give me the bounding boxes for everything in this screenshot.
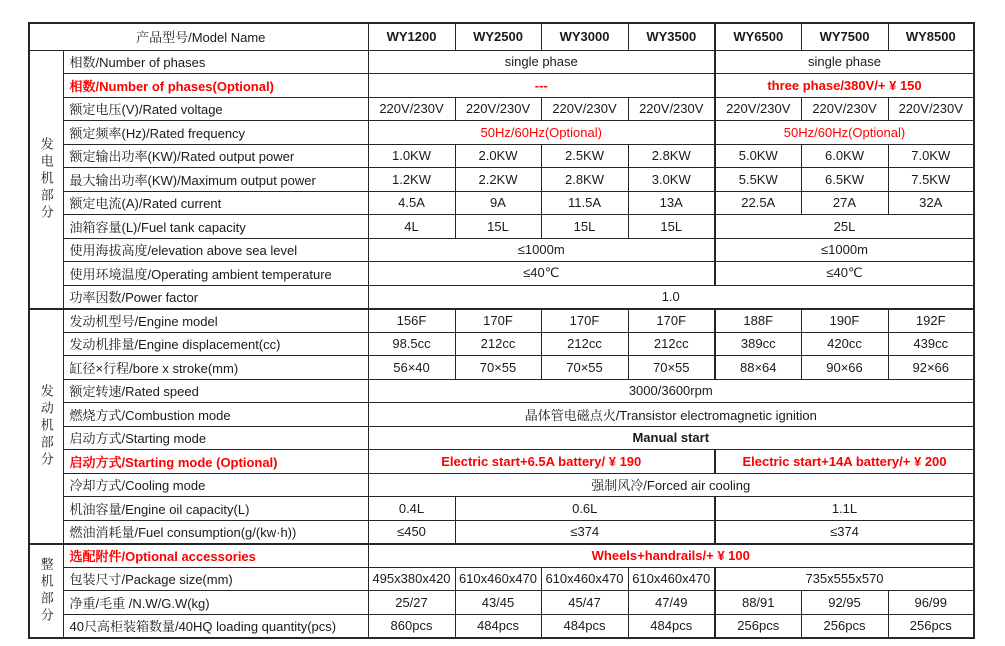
table-row: [29, 520, 974, 544]
row-label: 启动方式/Starting mode: [63, 426, 368, 450]
table-row: [29, 121, 974, 145]
spec-value-cell: 1.0: [368, 285, 974, 309]
spec-value-cell: 0.4L: [368, 497, 455, 521]
table-row: [29, 215, 974, 239]
spec-value-cell: 170F: [455, 309, 541, 333]
spec-value-cell: 4.5A: [368, 191, 455, 215]
spec-value-cell: 220V/230V: [888, 97, 974, 121]
spec-value-cell: 192F: [888, 309, 974, 333]
table-row: [29, 497, 974, 521]
table-row: [29, 191, 974, 215]
spec-value-cell: 188F: [715, 309, 801, 333]
spec-value-cell: ≤40℃: [368, 262, 715, 286]
spec-value-cell: three phase/380V/+ ¥ 150: [715, 74, 974, 98]
spec-sheet: [28, 22, 975, 639]
table-header: [29, 23, 974, 50]
spec-value-cell: 2.8KW: [541, 168, 628, 192]
row-label: 冷却方式/Cooling mode: [63, 473, 368, 497]
spec-value-cell: 2.8KW: [628, 144, 715, 168]
spec-value-cell: 6.5KW: [801, 168, 888, 192]
row-label: 净重/毛重 /N.W/G.W(kg): [63, 591, 368, 615]
header-row: [29, 23, 974, 50]
spec-value-cell: 484pcs: [628, 614, 715, 638]
row-label: 最大输出功率(KW)/Maximum output power: [63, 168, 368, 192]
model-name-header: 产品型号/Model Name: [29, 23, 368, 50]
spec-value-cell: 4L: [368, 215, 455, 239]
table-row: [29, 97, 974, 121]
spec-value-cell: 212cc: [541, 332, 628, 356]
spec-value-cell: ≤450: [368, 520, 455, 544]
spec-value-cell: 98.5cc: [368, 332, 455, 356]
spec-value-cell: 5.5KW: [715, 168, 801, 192]
spec-value-cell: 220V/230V: [715, 97, 801, 121]
spec-value-cell: 47/49: [628, 591, 715, 615]
row-label: 缸径×行程/bore x stroke(mm): [63, 356, 368, 380]
spec-value-cell: Electric start+6.5A battery/ ¥ 190: [368, 450, 715, 474]
spec-value-cell: 212cc: [455, 332, 541, 356]
row-label: 相数/Number of phases: [63, 50, 368, 74]
row-label: 发动机型号/Engine model: [63, 309, 368, 333]
row-label: 额定输出功率(KW)/Rated output power: [63, 144, 368, 168]
spec-value-cell: ≤1000m: [715, 238, 974, 262]
spec-value-cell: Electric start+14A battery/+ ¥ 200: [715, 450, 974, 474]
table-row: [29, 473, 974, 497]
spec-value-cell: 96/99: [888, 591, 974, 615]
row-label: 功率因数/Power factor: [63, 285, 368, 309]
spec-value-cell: 88×64: [715, 356, 801, 380]
spec-value-cell: 2.5KW: [541, 144, 628, 168]
table-row: [29, 450, 974, 474]
spec-value-cell: 32A: [888, 191, 974, 215]
spec-value-cell: 484pcs: [455, 614, 541, 638]
spec-value-cell: ≤40℃: [715, 262, 974, 286]
spec-value-cell: 860pcs: [368, 614, 455, 638]
spec-value-cell: 6.0KW: [801, 144, 888, 168]
row-label: 选配附件/Optional accessories: [63, 544, 368, 568]
spec-value-cell: 389cc: [715, 332, 801, 356]
spec-value-cell: ---: [368, 74, 715, 98]
spec-value-cell: ≤1000m: [368, 238, 715, 262]
section-label: 整机部分: [29, 544, 63, 638]
row-label: 包装尺寸/Package size(mm): [63, 567, 368, 591]
spec-value-cell: 190F: [801, 309, 888, 333]
table-row: [29, 379, 974, 403]
spec-value-cell: 1.0KW: [368, 144, 455, 168]
row-label: 额定转速/Rated speed: [63, 379, 368, 403]
table-row: [29, 403, 974, 427]
row-label: 机油容量/Engine oil capacity(L): [63, 497, 368, 521]
spec-value-cell: ≤374: [715, 520, 974, 544]
table-body: [29, 50, 974, 638]
spec-value-cell: 156F: [368, 309, 455, 333]
spec-value-cell: 610x460x470: [455, 567, 541, 591]
section-label: 发动机部分: [29, 309, 63, 544]
spec-value-cell: 43/45: [455, 591, 541, 615]
spec-table: [28, 22, 975, 639]
spec-value-cell: 220V/230V: [368, 97, 455, 121]
spec-value-cell: 495x380x420: [368, 567, 455, 591]
spec-value-cell: 420cc: [801, 332, 888, 356]
spec-value-cell: 晶体管电磁点火/Transistor electromagnetic ignition: [368, 403, 974, 427]
spec-value-cell: 484pcs: [541, 614, 628, 638]
row-label: 使用海拔高度/elevation above sea level: [63, 238, 368, 262]
spec-value-cell: 170F: [541, 309, 628, 333]
spec-value-cell: 50Hz/60Hz(Optional): [715, 121, 974, 145]
table-row: [29, 332, 974, 356]
section-label: 发电机部分: [29, 50, 63, 309]
model-header-cell: WY8500: [888, 23, 974, 50]
table-row: [29, 168, 974, 192]
table-row: [29, 74, 974, 98]
table-row: [29, 144, 974, 168]
spec-value-cell: 70×55: [541, 356, 628, 380]
spec-value-cell: 45/47: [541, 591, 628, 615]
table-row: [29, 591, 974, 615]
spec-value-cell: 220V/230V: [628, 97, 715, 121]
spec-value-cell: 0.6L: [455, 497, 715, 521]
table-row: [29, 614, 974, 638]
spec-value-cell: 70×55: [628, 356, 715, 380]
row-label: 燃烧方式/Combustion mode: [63, 403, 368, 427]
spec-value-cell: 3.0KW: [628, 168, 715, 192]
row-label: 相数/Number of phases(Optional): [63, 74, 368, 98]
spec-value-cell: 256pcs: [801, 614, 888, 638]
spec-value-cell: 439cc: [888, 332, 974, 356]
spec-value-cell: 256pcs: [715, 614, 801, 638]
row-label: 额定频率(Hz)/Rated frequency: [63, 121, 368, 145]
spec-value-cell: 15L: [455, 215, 541, 239]
spec-value-cell: 88/91: [715, 591, 801, 615]
table-row: [29, 544, 974, 568]
table-row: [29, 285, 974, 309]
spec-value-cell: 13A: [628, 191, 715, 215]
table-row: [29, 50, 974, 74]
row-label: 油箱容量(L)/Fuel tank capacity: [63, 215, 368, 239]
row-label: 发动机排量/Engine displacement(cc): [63, 332, 368, 356]
spec-value-cell: 56×40: [368, 356, 455, 380]
row-label: 额定电压(V)/Rated voltage: [63, 97, 368, 121]
spec-value-cell: 70×55: [455, 356, 541, 380]
model-header-cell: WY2500: [455, 23, 541, 50]
spec-value-cell: 强制风冷/Forced air cooling: [368, 473, 974, 497]
spec-value-cell: 15L: [628, 215, 715, 239]
model-header-cell: WY3000: [541, 23, 628, 50]
spec-value-cell: 25/27: [368, 591, 455, 615]
spec-value-cell: 610x460x470: [628, 567, 715, 591]
spec-value-cell: 92/95: [801, 591, 888, 615]
spec-value-cell: 7.5KW: [888, 168, 974, 192]
spec-value-cell: 92×66: [888, 356, 974, 380]
model-header-cell: WY7500: [801, 23, 888, 50]
row-label: 额定电流(A)/Rated current: [63, 191, 368, 215]
table-row: [29, 426, 974, 450]
spec-value-cell: Manual start: [368, 426, 974, 450]
model-header-cell: WY1200: [368, 23, 455, 50]
spec-value-cell: 1.2KW: [368, 168, 455, 192]
row-label: 燃油消耗量/Fuel consumption(g/(kw·h)): [63, 520, 368, 544]
model-header-cell: WY3500: [628, 23, 715, 50]
row-label: 使用环境温度/Operating ambient temperature: [63, 262, 368, 286]
spec-value-cell: single phase: [715, 50, 974, 74]
spec-value-cell: 9A: [455, 191, 541, 215]
spec-value-cell: 2.0KW: [455, 144, 541, 168]
spec-value-cell: 170F: [628, 309, 715, 333]
table-row: [29, 567, 974, 591]
spec-value-cell: 610x460x470: [541, 567, 628, 591]
spec-value-cell: 50Hz/60Hz(Optional): [368, 121, 715, 145]
spec-value-cell: 212cc: [628, 332, 715, 356]
row-label: 启动方式/Starting mode (Optional): [63, 450, 368, 474]
spec-value-cell: 11.5A: [541, 191, 628, 215]
table-row: [29, 262, 974, 286]
spec-value-cell: 2.2KW: [455, 168, 541, 192]
spec-value-cell: 90×66: [801, 356, 888, 380]
spec-value-cell: single phase: [368, 50, 715, 74]
spec-value-cell: 1.1L: [715, 497, 974, 521]
spec-value-cell: 25L: [715, 215, 974, 239]
spec-value-cell: 7.0KW: [888, 144, 974, 168]
spec-value-cell: 22.5A: [715, 191, 801, 215]
spec-value-cell: 256pcs: [888, 614, 974, 638]
spec-value-cell: ≤374: [455, 520, 715, 544]
table-row: [29, 356, 974, 380]
spec-value-cell: 220V/230V: [455, 97, 541, 121]
spec-value-cell: Wheels+handrails/+ ¥ 100: [368, 544, 974, 568]
spec-value-cell: 220V/230V: [541, 97, 628, 121]
spec-value-cell: 735x555x570: [715, 567, 974, 591]
table-row: [29, 309, 974, 333]
spec-value-cell: 15L: [541, 215, 628, 239]
spec-value-cell: 3000/3600rpm: [368, 379, 974, 403]
model-header-cell: WY6500: [715, 23, 801, 50]
row-label: 40尺高柜装箱数量/40HQ loading quantity(pcs): [63, 614, 368, 638]
spec-value-cell: 5.0KW: [715, 144, 801, 168]
spec-value-cell: 220V/230V: [801, 97, 888, 121]
spec-value-cell: 27A: [801, 191, 888, 215]
table-row: [29, 238, 974, 262]
